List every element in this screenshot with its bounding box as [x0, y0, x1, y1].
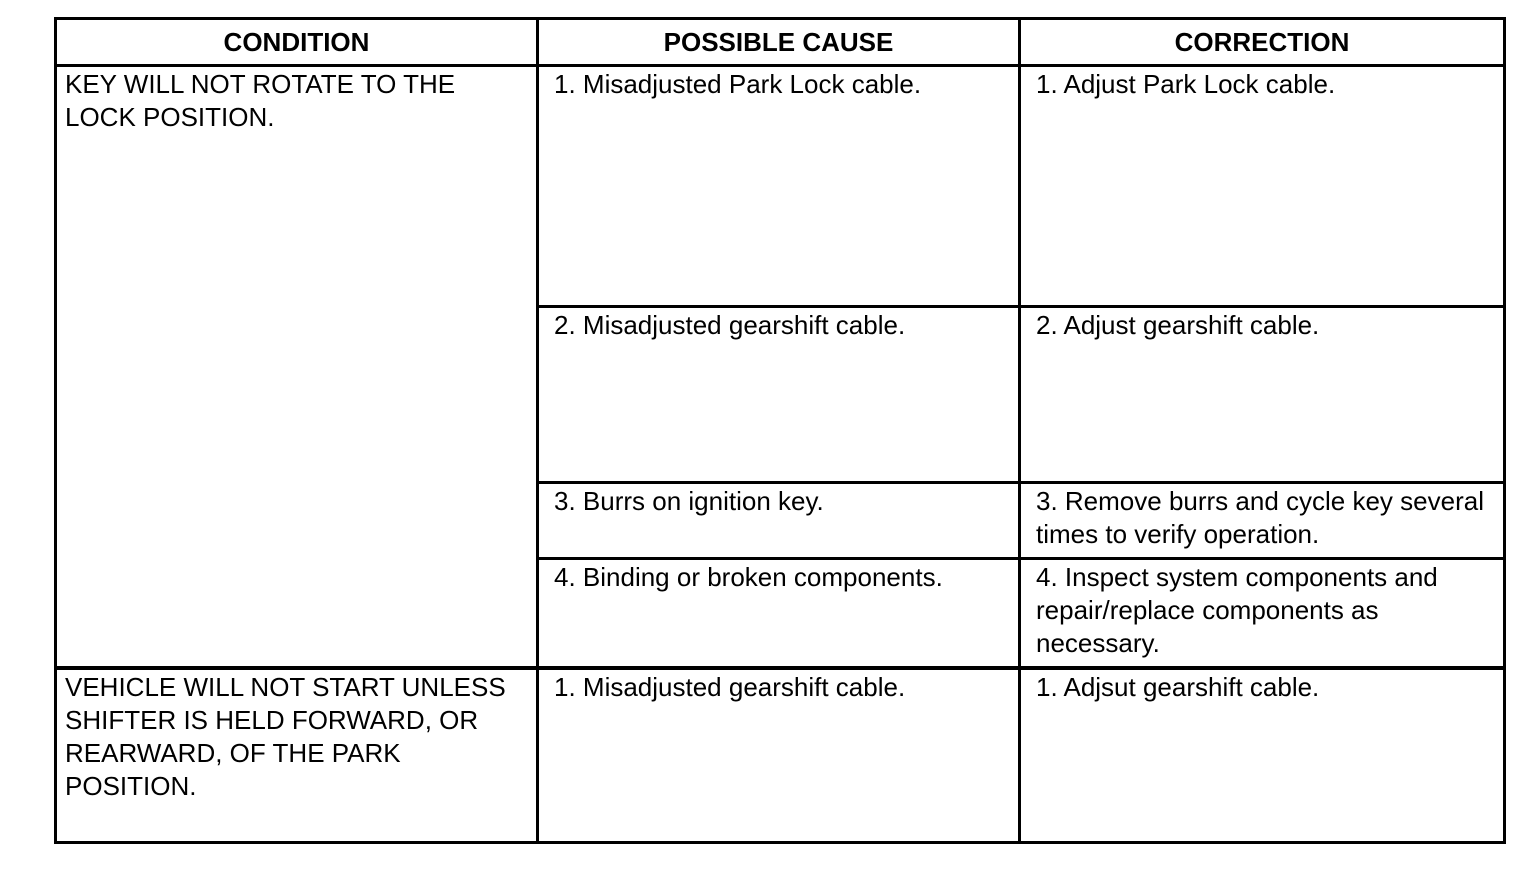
correction-cell: [1020, 559, 1505, 669]
correction-text: 2. Adjust gearshift cable.: [1036, 310, 1320, 340]
correction-cell: [1020, 307, 1505, 483]
condition-cell: [56, 66, 538, 669]
correction-cell: [1020, 483, 1505, 559]
cause-cell: [538, 307, 1020, 483]
correction-text: 3. Remove burrs and cycle key several times to verify operation.: [1036, 486, 1484, 549]
table-row: [56, 66, 1505, 307]
header-possible-cause: POSSIBLE CAUSE: [538, 19, 1020, 66]
table-row: [56, 668, 1505, 843]
cause-text: 3. Burrs on ignition key.: [554, 486, 824, 516]
condition-text: KEY WILL NOT ROTATE TO THE LOCK POSITION.: [65, 69, 456, 132]
cause-cell: [538, 66, 1020, 307]
condition-text: VEHICLE WILL NOT START UNLESS SHIFTER IS HELD FORWARD, OR REARWARD, OF THE PARK POSITION.: [65, 672, 506, 801]
condition-cell: [56, 668, 538, 843]
correction-text: 1. Adjsut gearshift cable.: [1036, 672, 1320, 702]
cause-text: 1. Misadjusted gearshift cable.: [554, 672, 906, 702]
cause-cell: [538, 668, 1020, 843]
correction-text: 1. Adjust Park Lock cable.: [1036, 69, 1336, 99]
correction-text: 4. Inspect system components and repair/replace components as necessary.: [1036, 562, 1438, 658]
header-row: [56, 19, 1505, 66]
cause-cell: [538, 483, 1020, 559]
header-correction: CORRECTION: [1020, 19, 1505, 66]
diagnosis-table: [54, 17, 1506, 844]
correction-cell: [1020, 66, 1505, 307]
correction-cell: [1020, 668, 1505, 843]
header-condition: CONDITION: [56, 19, 538, 66]
cause-text: 4. Binding or broken components.: [554, 562, 943, 592]
cause-text: 1. Misadjusted Park Lock cable.: [554, 69, 922, 99]
cause-cell: [538, 559, 1020, 669]
cause-text: 2. Misadjusted gearshift cable.: [554, 310, 906, 340]
